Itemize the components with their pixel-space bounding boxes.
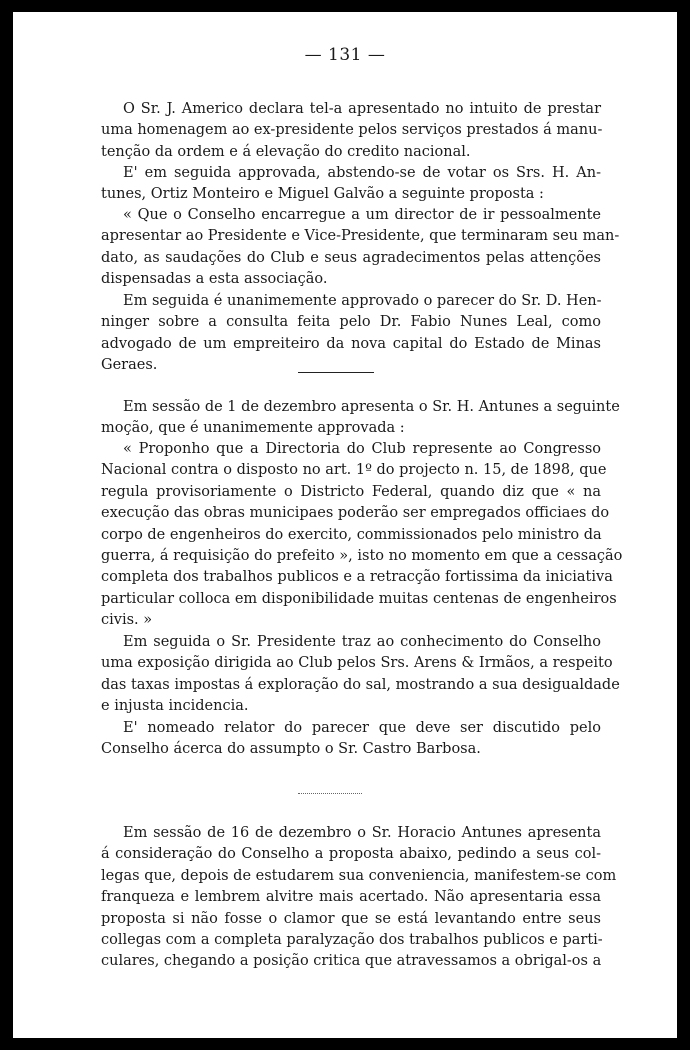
text-line: Nacional contra o disposto no art. 1º do projecto n. 15, de 1898, que xyxy=(101,462,607,479)
paragraph-exposicao xyxy=(101,632,620,718)
text-line: guerra, á requisição do prefeito », isto no momento em que a cessação xyxy=(101,547,623,564)
text-line: O Sr. J. Americo declara tel-a apresentado no intuito de prestar xyxy=(123,101,601,117)
paragraph-homenagem xyxy=(101,99,601,163)
paragraph-proposta xyxy=(101,205,620,291)
text-line: franqueza e lembrem alvitre mais acertado. Não apresentaria essa xyxy=(101,889,601,906)
text-line: « Que o Conselho encarregue a um director de ir pessoalmente xyxy=(123,207,601,223)
text-line: E' nomeado relator do parecer que deve ser discutido pelo xyxy=(123,720,601,736)
text-line: das taxas impostas á exploração do sal, mostrando a sua desigualdade xyxy=(101,676,620,693)
paragraph-sessao-16-dezembro xyxy=(101,823,617,973)
text-line: legas que, depois de estudarem sua conveniencia, manifestem-se com xyxy=(101,867,617,884)
text-line: e injusta incidencia. xyxy=(101,698,249,715)
text-line: Em sessão de 1 de dezembro apresenta o Sr. H. Antunes a seguinte xyxy=(123,399,620,415)
document-page xyxy=(13,12,677,1038)
text-line: moção, que é unanimemente approvada : xyxy=(101,420,405,437)
paragraph-approvada xyxy=(101,163,601,206)
text-line: uma exposição dirigida ao Club pelos Srs. Arens & Irmãos, a respeito xyxy=(101,655,613,672)
text-line: collegas com a completa paralyzação dos trabalhos publicos e parti- xyxy=(101,931,603,948)
paragraph-parecer xyxy=(101,291,601,377)
text-line: corpo de engenheiros do exercito, commissionados pelo ministro da xyxy=(101,526,602,543)
text-line: Geraes. xyxy=(101,357,158,374)
text-line: « Proponho que a Directoria do Club represente ao Congresso xyxy=(123,441,601,457)
text-line: culares, chegando a posição critica que atravessamos a obrigal-os a xyxy=(101,953,602,970)
text-line: particular colloca em disponibilidade muitas centenas de engenheiros xyxy=(101,590,617,607)
text-line: Em sessão de 16 de dezembro o Sr. Horacio Antunes apresenta xyxy=(123,825,601,841)
text-line: execução das obras municipaes poderão ser empregados officiaes do xyxy=(101,505,610,522)
text-line: completa dos trabalhos publicos e a retracção fortissima da iniciativa xyxy=(101,569,613,586)
text-line: regula provisoriamente o Districto Federal, quando diz que « na xyxy=(101,483,601,500)
text-line: Conselho ácerca do assumpto o Sr. Castro Barbosa. xyxy=(101,741,481,758)
text-line: proposta si não fosse o clamor que se está levantando entre seus xyxy=(101,910,601,927)
text-line: civis. » xyxy=(101,612,153,629)
text-line: Em seguida é unanimemente approvado o parecer do Sr. D. Hen- xyxy=(123,293,602,309)
text-line: advogado de um empreiteiro da nova capital do Estado de Minas xyxy=(101,335,601,352)
text-line: dato, as saudações do Club e seus agradecimentos pelas attenções xyxy=(101,249,601,266)
text-line: Em seguida o Sr. Presidente traz ao conhecimento do Conselho xyxy=(123,634,601,650)
paragraph-relator xyxy=(101,718,601,761)
paragraph-sessao-1-dezembro xyxy=(101,397,620,440)
paragraph-mocao xyxy=(101,439,623,632)
text-line: ninger sobre a consulta feita pelo Dr. Fabio Nunes Leal, como xyxy=(101,314,601,331)
text-line: á consideração do Conselho a proposta abaixo, pedindo a seus col- xyxy=(101,846,601,863)
page-number: — 131 — xyxy=(304,45,386,65)
section-divider xyxy=(298,372,374,373)
text-line: uma homenagem ao ex-presidente pelos serviços prestados á manu- xyxy=(101,122,603,139)
text-line: dispensadas a esta associação. xyxy=(101,271,328,288)
text-line: tenção da ordem e á elevação do credito nacional. xyxy=(101,143,471,160)
text-line: E' em seguida approvada, abstendo-se de votar os Srs. H. An- xyxy=(123,165,601,181)
section-divider-dotted xyxy=(298,793,362,794)
text-line: apresentar ao Presidente e Vice-Presidente, que terminaram seu man- xyxy=(101,228,620,245)
text-line: tunes, Ortiz Monteiro e Miguel Galvão a seguinte proposta : xyxy=(101,186,544,203)
